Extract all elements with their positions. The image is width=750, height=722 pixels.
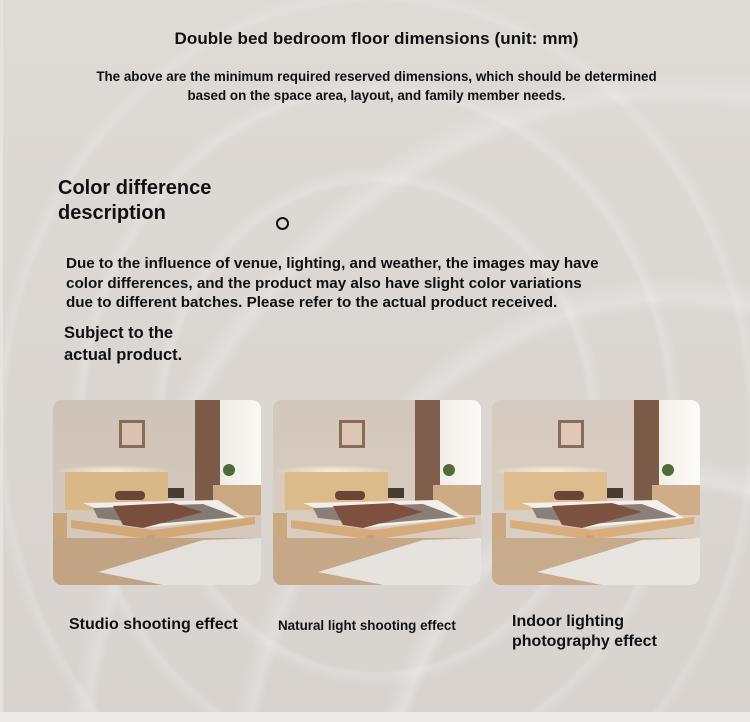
subject-to-product-note [64, 322, 182, 366]
note-line: Subject to the [64, 324, 174, 342]
natural-light-photo [273, 400, 481, 585]
heading-line: Color difference [58, 177, 212, 199]
studio-caption [69, 616, 238, 634]
dimensions-note [43, 67, 710, 105]
color-difference-description [66, 254, 706, 313]
indoor-lighting-photo [492, 400, 700, 585]
studio-photo [53, 400, 261, 585]
ring-icon [276, 217, 289, 230]
heading-line: description [58, 202, 166, 224]
bed-photo-image [53, 400, 261, 585]
caption-line: Indoor lighting [512, 613, 624, 630]
description-line: color differences, and the product may also have slight color variations [66, 274, 582, 292]
color-difference-heading [58, 176, 211, 226]
dimensions-note-line: based on the space area, layout, and family member needs. [187, 88, 566, 103]
indoor-lighting-caption [512, 612, 657, 651]
bed-photo-image [273, 400, 481, 585]
page-title: Double bed bedroom floor dimensions (unit: mm) [174, 29, 579, 48]
description-line: due to different batches. Please refer to the actual product received. [66, 294, 558, 311]
bottom-divider [0, 712, 750, 722]
caption-line: photography effect [512, 632, 657, 650]
bed-photo-image [492, 400, 700, 585]
caption-line: Natural light shooting effect [278, 618, 456, 633]
dimensions-note-line: The above are the minimum required reserved dimensions, which should be determined [96, 69, 657, 84]
caption-line: Studio shooting effect [69, 616, 238, 633]
note-line: actual product. [64, 346, 183, 364]
description-line: Due to the influence of venue, lighting, and weather, the images may have [66, 255, 599, 272]
natural-light-caption [278, 618, 456, 633]
